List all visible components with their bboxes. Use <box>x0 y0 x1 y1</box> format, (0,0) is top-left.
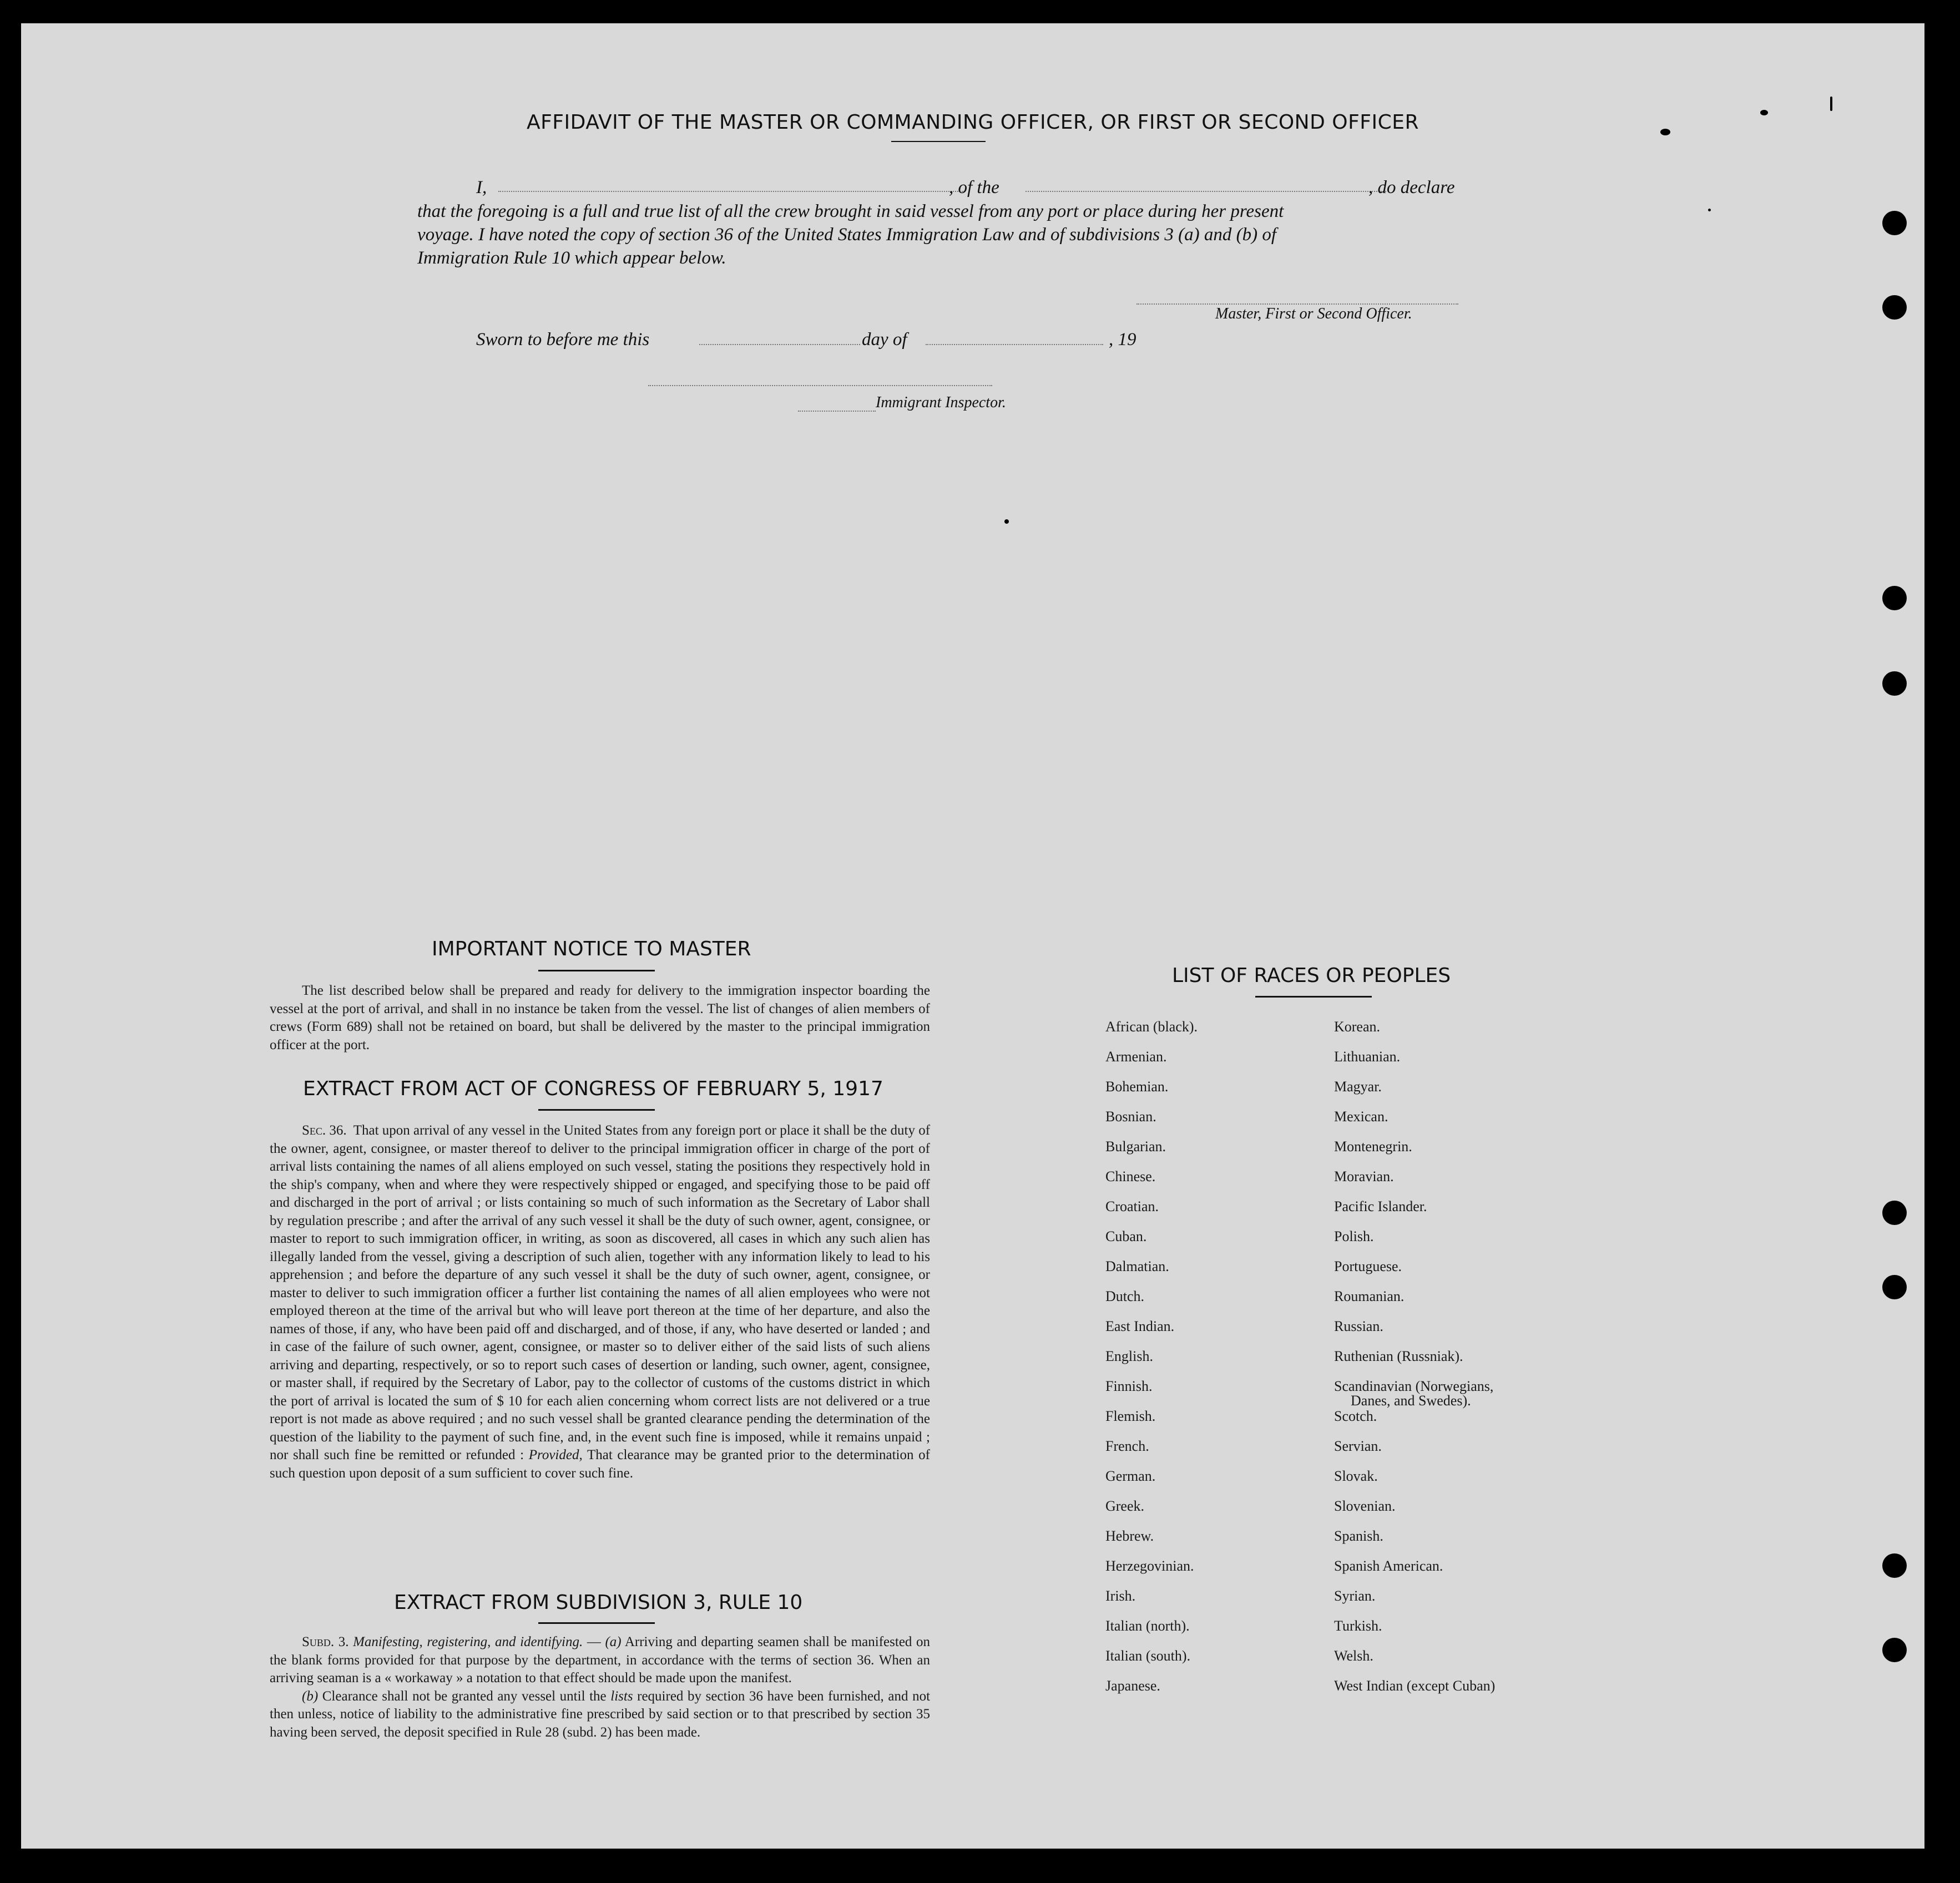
race-item: Spanish. <box>1334 1528 1383 1544</box>
master-signature-line[interactable] <box>1136 303 1458 305</box>
race-item: Spanish American. <box>1334 1558 1443 1574</box>
race-item: Irish. <box>1105 1588 1136 1604</box>
rule-para-b <box>270 1688 930 1742</box>
act-body: That upon arrival of any vessel in the United States from any foreign port or place it shall be the duty of the owner, agent, consignee, or master thereof to deliver to the principal immigration officer in charge of the port of arrival lists containing the names of all aliens employed on such vessel, stating the positions they respectively hold in the ship's company, when and where they were respectively shipped or engaged, and specifying those to be paid off and discharged in the port of arrival ; or lists containing so much of such information as the Secretary of Labor shall by regulation prescribe ; and after the arrival of any such vessel it shall be the duty of such owner, agent, consignee, or master to report to such immigration officer, in writing, as soon as discovered, all cases in which any such alien has illegally landed from the vessel, giving a description of such alien, together with any information likely to lead to his apprehension ; and before the departure of any such vessel it shall be the duty of such owner, agent, consignee, or master to deliver to such immigration officer a further list containing the names of all alien employees who were not employed thereon at the time of the arrival but who will leave port thereon at the time of her departure, and also the names of those, if any, who have been paid off and discharged, and of those, if any, who have deserted or landed ; and in case of the failure of such owner, agent, consignee, or master so to deliver either of the said lists of such aliens arriving and departing, respectively, or so to report such cases of desertion or landing, such owner, agent, consignee, or master shall, if required by the Secretary of Labor, pay to the collector of customs of the customs district in which the port of arrival is located the sum of $ 10 for each alien concerning whom correct lists are not delivered or a true report is not made as above required ; and no such vessel shall be granted clearance pending the determination of the question of the liability to the payment of such fine, and, in the event such fine is imposed, while it remains unpaid ; nor shall such fine be remitted or refunded : <box>270 1123 931 1462</box>
race-item: Mexican. <box>1334 1108 1388 1125</box>
race-item: Lithuanian. <box>1334 1049 1401 1065</box>
inspector-label: Immigrant Inspector. <box>876 394 1006 411</box>
race-item: English. <box>1105 1348 1153 1364</box>
races-underline <box>1255 996 1372 998</box>
race-item: African (black). <box>1105 1019 1198 1035</box>
notice-text: The list described below shall be prepared and ready for delivery to the immigration inspector boarding the vessel at the port of arrival, and shall in no instance be taken from the vessel. The list of changes of alien members of crews (Form 689) shall not be retained on board, but shall be delivered by the master to the principal immigration officer at the port. <box>270 983 930 1052</box>
act-title: EXTRACT FROM ACT OF CONGRESS OF FEBRUARY 5, 1917 <box>303 1077 883 1100</box>
rule-subd-title: Manifesting, registering, and identifying. <box>353 1634 583 1649</box>
vessel-blank[interactable] <box>1026 191 1386 192</box>
rule-subd-label: Subd. 3. <box>302 1634 349 1649</box>
act-text <box>270 1122 930 1482</box>
affidavit-i-label: I, <box>476 178 487 198</box>
race-item: Finnish. <box>1105 1378 1153 1394</box>
race-item: Polish. <box>1334 1228 1374 1244</box>
title-underline <box>891 141 986 142</box>
inspector-signature-line-2 <box>798 411 876 412</box>
race-item: Herzegovinian. <box>1105 1558 1194 1574</box>
races-title: LIST OF RACES OR PEOPLES <box>1172 964 1451 987</box>
binder-hole <box>1882 295 1907 320</box>
affidavit-do-declare: , do declare <box>1368 178 1455 198</box>
document-page <box>21 23 1924 1849</box>
race-item: Italian (south). <box>1105 1648 1191 1664</box>
rule-underline <box>538 1622 655 1624</box>
race-item: Armenian. <box>1105 1049 1167 1065</box>
inspector-signature-line[interactable] <box>648 385 992 386</box>
race-item-continuation: Danes, and Swedes). <box>1351 1393 1471 1409</box>
race-item: Flemish. <box>1105 1408 1156 1424</box>
name-blank[interactable] <box>498 191 964 192</box>
race-item: Greek. <box>1105 1498 1145 1514</box>
notice-underline <box>538 970 655 971</box>
race-item: Chinese. <box>1105 1168 1156 1185</box>
race-item: Italian (north). <box>1105 1618 1190 1634</box>
notice-title: IMPORTANT NOTICE TO MASTER <box>432 938 751 960</box>
binder-hole <box>1882 211 1907 235</box>
affidavit-statement <box>417 200 1466 270</box>
race-item: Dalmatian. <box>1105 1258 1169 1274</box>
race-item: German. <box>1105 1468 1156 1484</box>
race-item: Bohemian. <box>1105 1079 1169 1095</box>
race-item: Ruthenian (Russniak). <box>1334 1348 1463 1364</box>
race-item: Hebrew. <box>1105 1528 1154 1544</box>
race-item: Montenegrin. <box>1334 1138 1412 1155</box>
rule-b-text-2: required by section 36 have been furnished, and not then unless, notice of liability to the administrative fine prescribed by said section or to that prescribed by section 35 having been served, the deposit specified in Rule 28 (subd. 2) has been made. <box>270 1688 931 1740</box>
affidavit-line-3: Immigration Rule 10 which appear below. <box>417 248 726 268</box>
rule-para-a: Subd. 3. Manifesting, registering, and identifying. — (a) Arriving and departing seamen shall be manifested on the blank forms provided for that purpose by the department, in accordance with the terms of section 36. When an arriving seaman is a « workaway » a notation to that effect should be made upon the manifest. <box>270 1634 931 1685</box>
race-item: Scotch. <box>1334 1408 1377 1424</box>
race-item: Bulgarian. <box>1105 1138 1166 1155</box>
race-item: Magyar. <box>1334 1079 1382 1095</box>
race-item: Moravian. <box>1334 1168 1394 1185</box>
ink-speck <box>1660 129 1670 135</box>
rule-b-text-1: Clearance shall not be granted any vessel until the <box>322 1688 607 1704</box>
affidavit-line-2: voyage. I have noted the copy of section 36 of the United States Immigration Law and of subdivisions 3 (a) and (b) of <box>417 225 1277 245</box>
day-blank[interactable] <box>699 344 860 345</box>
binder-hole <box>1882 1275 1907 1299</box>
rule-a-label: (a) <box>605 1634 622 1649</box>
act-underline <box>538 1109 655 1111</box>
race-item: Slovak. <box>1334 1468 1378 1484</box>
binder-hole <box>1882 1201 1907 1225</box>
act-section-label: Sec. 36. <box>302 1123 347 1138</box>
race-item: Scandinavian (Norwegians, <box>1334 1378 1494 1394</box>
month-blank[interactable] <box>926 344 1103 345</box>
race-item: Turkish. <box>1334 1618 1382 1634</box>
race-item: Cuban. <box>1105 1228 1147 1244</box>
rule-b-label: (b) <box>302 1688 319 1704</box>
race-item: Roumanian. <box>1334 1288 1405 1304</box>
race-item: West Indian (except Cuban) <box>1334 1678 1496 1694</box>
race-item: East Indian. <box>1105 1318 1175 1334</box>
race-item: Pacific Islander. <box>1334 1198 1427 1214</box>
affidavit-title: AFFIDAVIT OF THE MASTER OR COMMANDING OFFICER, OR FIRST OR SECOND OFFICER <box>526 111 1420 134</box>
ink-speck <box>1708 209 1711 211</box>
rule-text <box>270 1633 930 1742</box>
race-item: Syrian. <box>1334 1588 1376 1604</box>
race-item: Bosnian. <box>1105 1108 1156 1125</box>
race-item: Korean. <box>1334 1019 1381 1035</box>
ink-speck <box>1830 97 1832 111</box>
rule-b-lists: lists <box>610 1688 633 1704</box>
affidavit-line-1: that the foregoing is a full and true list of all the crew brought in said vessel from any port or place during her present <box>417 201 1284 221</box>
act-provided: Provided, <box>528 1447 583 1462</box>
binder-hole <box>1882 586 1907 610</box>
act-body-end: That clearance may be granted prior to the determination of such question upon deposit of a sum sufficient to cover such fine. <box>270 1447 930 1481</box>
sworn-label: Sworn to before me this <box>476 330 650 350</box>
binder-hole <box>1882 1553 1907 1578</box>
race-item: Portuguese. <box>1334 1258 1402 1274</box>
affidavit-of-the: , of the <box>949 178 999 198</box>
race-item: Dutch. <box>1105 1288 1145 1304</box>
race-item: Russian. <box>1334 1318 1383 1334</box>
rule-a-text: Arriving and departing seamen shall be manifested on the blank forms provided for that purpose by the department, in accordance with the terms of section 36. When an arriving seaman is a « workaway » a notation to that effect should be made upon the manifest. <box>270 1634 931 1685</box>
year-label: , 19 <box>1109 330 1136 350</box>
binder-hole <box>1882 671 1907 696</box>
day-of-label: day of <box>862 330 907 350</box>
rule-title: EXTRACT FROM SUBDIVISION 3, RULE 10 <box>394 1591 803 1614</box>
master-signature-label: Master, First or Second Officer. <box>1215 305 1412 322</box>
race-item: Servian. <box>1334 1438 1382 1454</box>
ink-speck <box>1760 110 1768 115</box>
binder-hole <box>1882 1638 1907 1662</box>
race-item: Japanese. <box>1105 1678 1160 1694</box>
ink-speck <box>1004 519 1009 524</box>
race-item: Croatian. <box>1105 1198 1159 1214</box>
race-item: Slovenian. <box>1334 1498 1396 1514</box>
race-item: French. <box>1105 1438 1149 1454</box>
race-item: Welsh. <box>1334 1648 1373 1664</box>
